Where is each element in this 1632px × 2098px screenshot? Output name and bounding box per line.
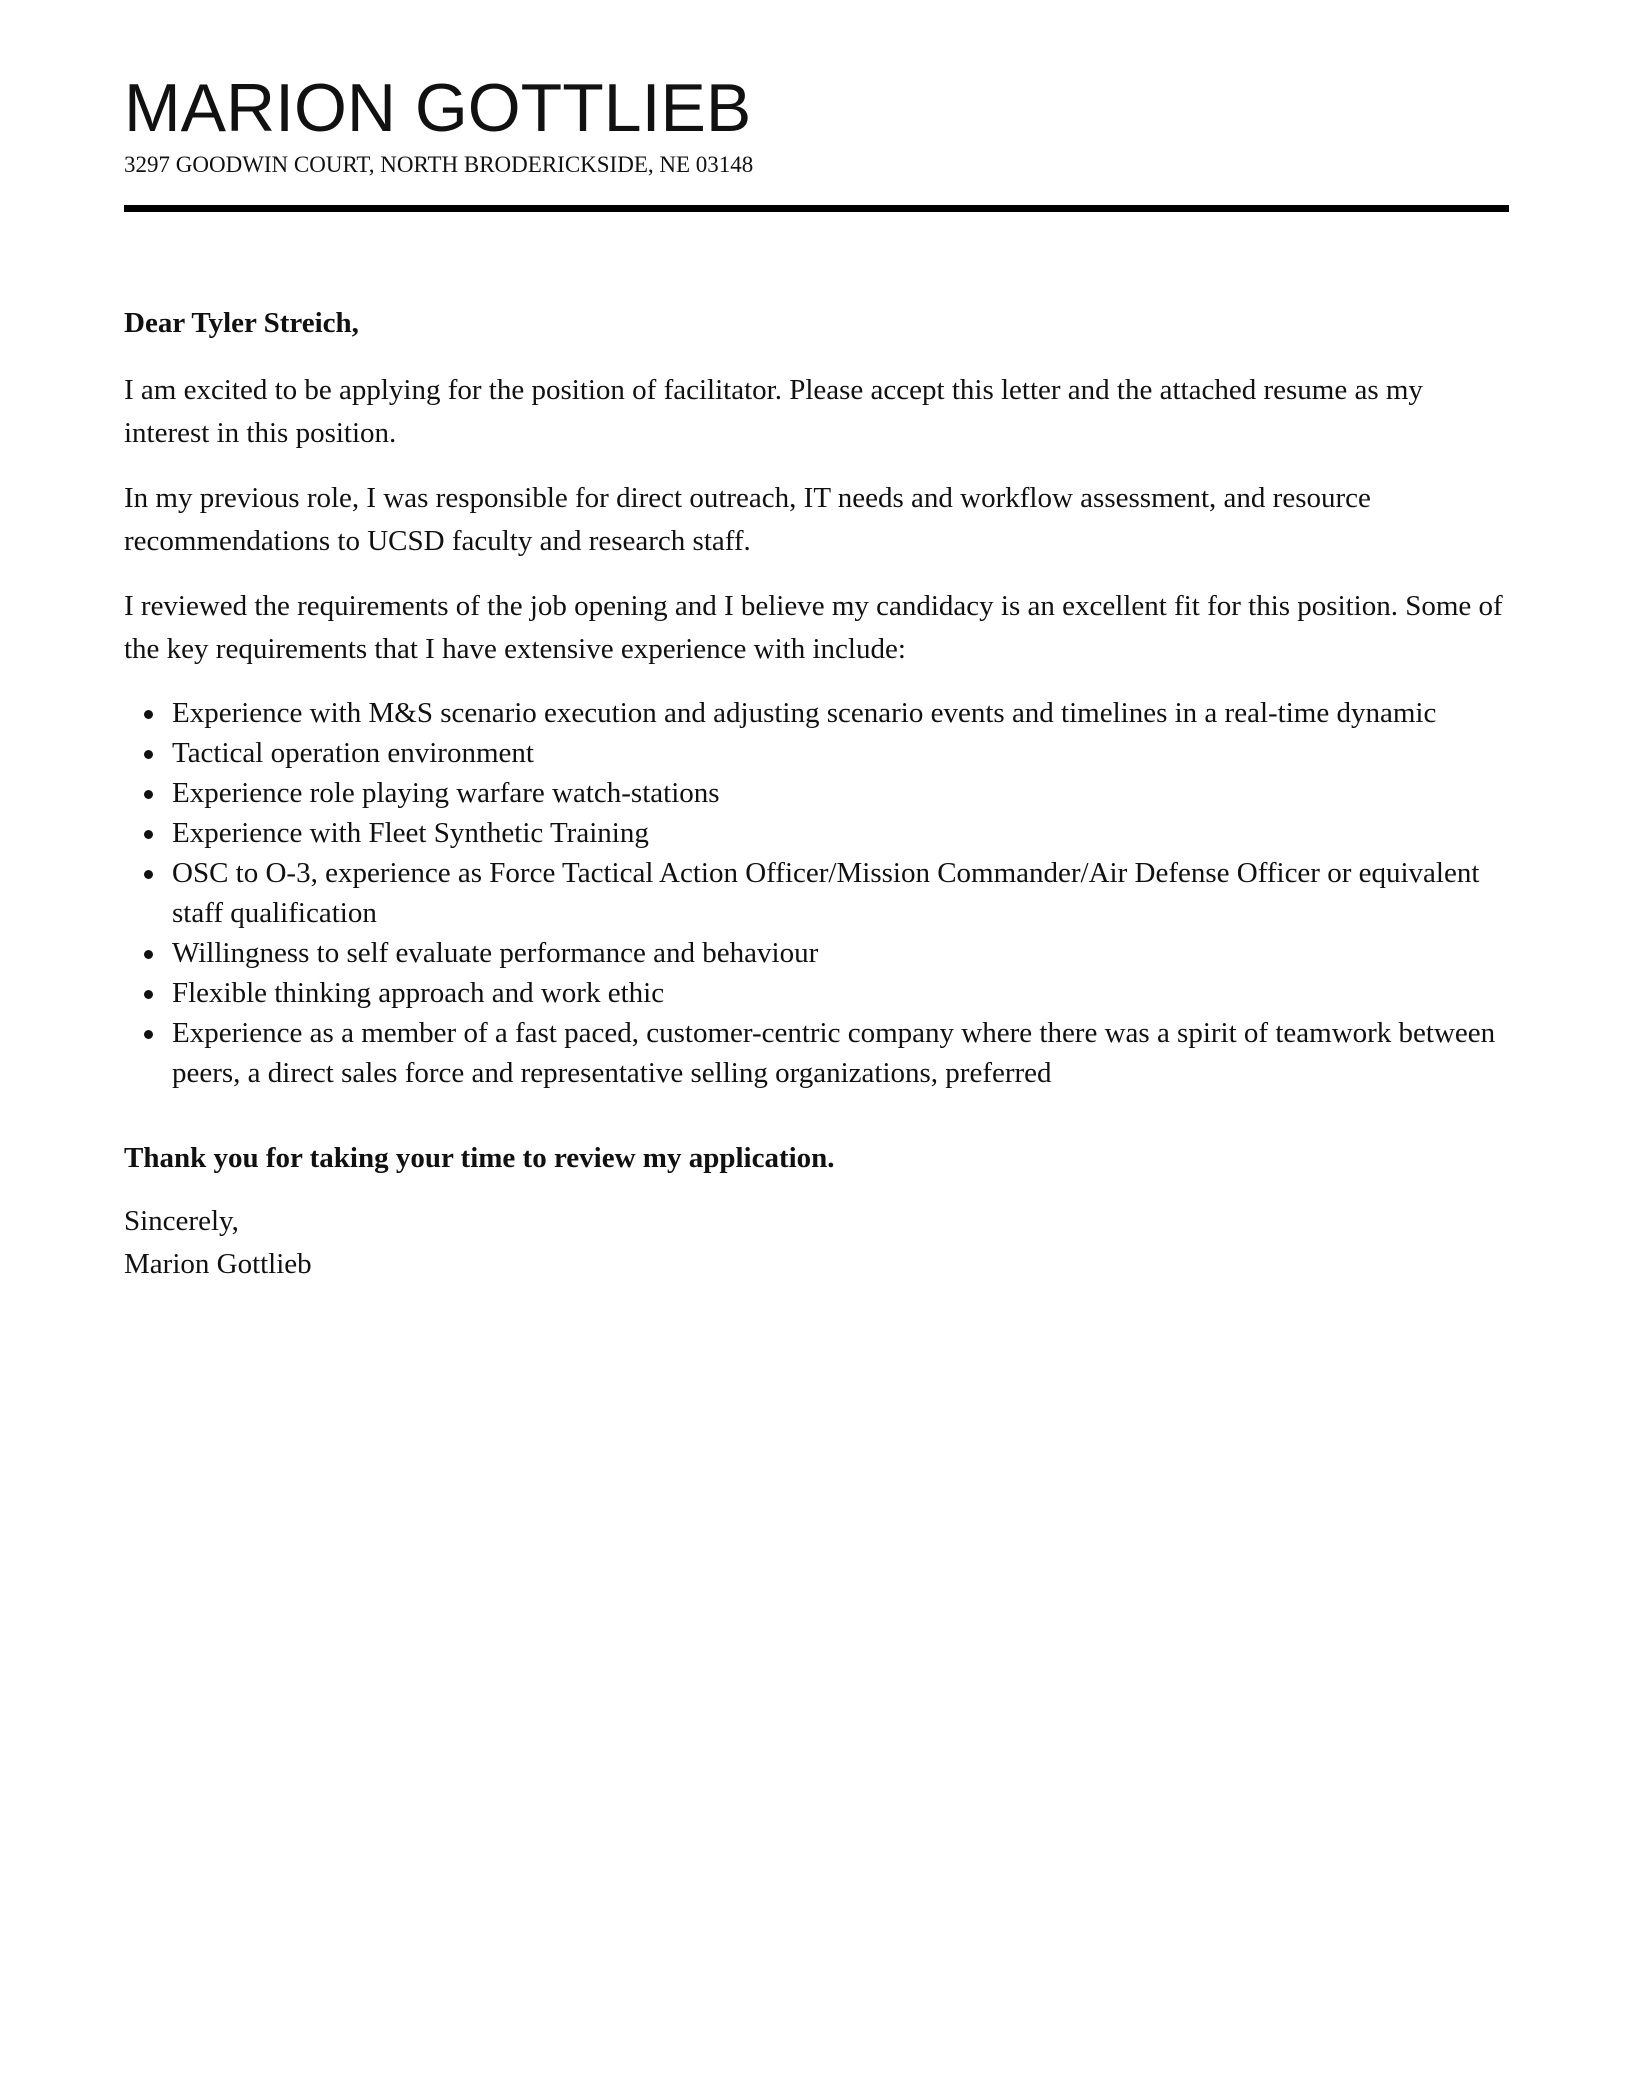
list-item-text: Experience as a member of a fast paced, customer-centric company where there was a spirit of teamwork between peers, a direct sales force and representative selling organizations, preferred [172, 1017, 1496, 1089]
list-item [124, 1013, 1509, 1093]
letter-body [124, 302, 1509, 1286]
paragraph-intro: I am excited to be applying for the position of facilitator. Please accept this letter and the attached resume as my interest in this position. [124, 374, 1423, 449]
list-item [124, 733, 1509, 773]
list-item [124, 693, 1509, 733]
bullet-icon [144, 790, 153, 799]
list-item [124, 773, 1509, 813]
list-item [124, 813, 1509, 853]
bullet-icon [144, 1030, 153, 1039]
applicant-name: MARION GOTTLIEB [124, 70, 752, 146]
list-item-text: OSC to O-3, experience as Force Tactical Action Officer/Mission Commander/Air Defense Officer or equivalent staff qualification [172, 857, 1480, 929]
list-item-text: Tactical operation environment [172, 737, 534, 769]
list-item-text: Experience with M&S scenario execution and adjusting scenario events and timelines in a real-time dynamic [172, 697, 1437, 729]
bullet-icon [144, 990, 153, 999]
bullet-icon [144, 750, 153, 759]
applicant-address: 3297 GOODWIN COURT, NORTH BRODERICKSIDE, NE 03148 [124, 152, 754, 177]
list-item-text: Experience role playing warfare watch-stations [172, 777, 720, 809]
list-item [124, 853, 1509, 933]
list-item [124, 973, 1509, 1013]
list-item-text: Willingness to self evaluate performance and behaviour [172, 937, 819, 969]
header-divider [124, 205, 1509, 212]
paragraph-requirements-intro: I reviewed the requirements of the job opening and I believe my candidacy is an excellent fit for this position. Some of the key requirements that I have extensive experience with include: [124, 590, 1503, 665]
closing-line: Thank you for taking your time to review my application. [124, 1142, 835, 1174]
bullet-icon [144, 710, 153, 719]
signature-name: Marion Gottlieb [124, 1248, 312, 1280]
list-item [124, 933, 1509, 973]
list-item-text: Experience with Fleet Synthetic Training [172, 817, 649, 849]
bullet-icon [144, 950, 153, 959]
requirements-list [124, 693, 1509, 1093]
salutation: Dear Tyler Streich, [124, 307, 359, 339]
paragraph-previous-role: In my previous role, I was responsible for direct outreach, IT needs and workflow assessment, and resource recommendations to UCSD faculty and research staff. [124, 482, 1371, 557]
bullet-icon [144, 870, 153, 879]
bullet-icon [144, 830, 153, 839]
signoff: Sincerely, [124, 1205, 239, 1237]
list-item-text: Flexible thinking approach and work ethic [172, 977, 665, 1009]
